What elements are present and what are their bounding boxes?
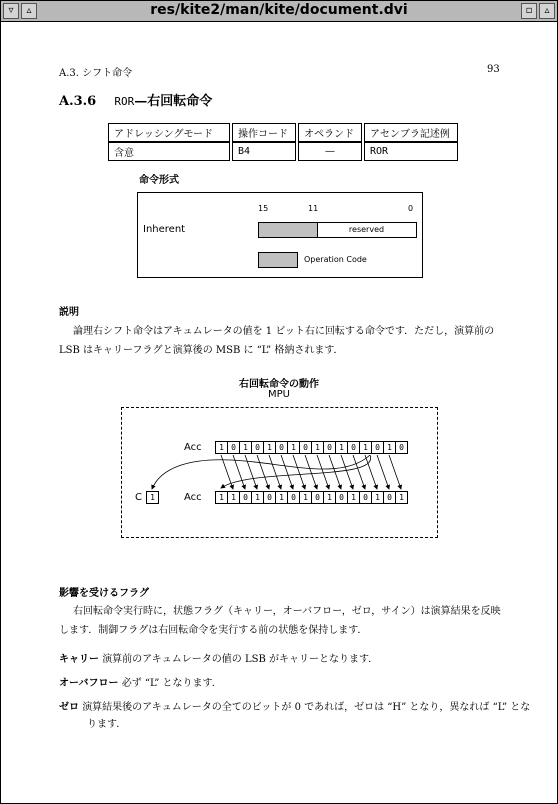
lsb-to-msb-arrow (221, 455, 371, 488)
bit-cell: 1 (287, 442, 299, 453)
flag-text-carry: 演算前のアキュムレータの値の LSB がキャリーとなります． (102, 654, 379, 665)
shift-arrow (341, 455, 353, 489)
maximize-button[interactable]: ▵ (539, 3, 555, 19)
shift-arrow (365, 455, 377, 489)
shift-arrow (269, 455, 281, 489)
flags-heading: 影響を受けるフラグ (59, 588, 149, 599)
bit-cell: 0 (311, 492, 323, 503)
bit-cell: 1 (251, 492, 263, 503)
shift-arrow (317, 455, 329, 489)
bit-cell: 0 (347, 442, 359, 453)
flag-text-zero: 演算結果後のアキュムレータの全てのビットが 0 であれば，ゼロは “H” となり，異なれば “L” となります． (82, 702, 531, 730)
header-cell: アセンブラ記述例 (364, 123, 458, 142)
bit-cell: 0 (287, 492, 299, 503)
shift-arrow (377, 455, 389, 489)
flag-name-zero: ゼロ (59, 702, 79, 713)
section-number: A.3.6 (59, 94, 97, 109)
flag-text-overflow: 必ず “L” となります． (121, 678, 222, 689)
shift-arrow (257, 455, 269, 489)
bit-cell: 0 (275, 442, 287, 453)
bit-cell: 1 (335, 442, 347, 453)
bit-cell: 0 (251, 442, 263, 453)
flag-item-carry (59, 650, 378, 665)
bit-cell: 0 (371, 442, 383, 453)
header-cell: オペランド (298, 123, 362, 142)
header-cell: アドレッシングモード (108, 123, 230, 142)
bit-cell: 0 (299, 442, 311, 453)
cell-addressing-mode: 含意 (108, 142, 230, 161)
dvi-page (1, 22, 557, 802)
bit-cell: 0 (263, 492, 275, 503)
flags-intro: 右回転命令実行時に，状態フラグ（キャリー，オーバフロー，ゼロ，サイン）は演算結果を反映します．制御フラグは右回転命令を実行する前の状態を保持します． (59, 606, 501, 636)
bit-label-11: 11 (308, 204, 319, 213)
bit-cell: 1 (219, 443, 224, 452)
shift-arrow (245, 455, 257, 489)
description-text: 論理右シフト命令はアキュムレータの値を 1 ビット右に回転する命令です．ただし，演算前の LSB はキャリーフラグと演算後の MSB に “L” 格納されます． (59, 326, 495, 356)
bit-cell: 0 (395, 442, 407, 453)
shift-arrow (389, 455, 401, 489)
flag-item-overflow (59, 674, 222, 689)
header-cell: 操作コード (232, 123, 296, 142)
shade-button[interactable]: ▵ (21, 3, 37, 19)
bit-cell: 0 (323, 442, 335, 453)
reserved-field: reserved (317, 222, 417, 238)
bit-label-15: 15 (258, 204, 269, 213)
bit-cell: 1 (227, 492, 239, 503)
bit-cell: 1 (263, 442, 275, 453)
bit-cell: 0 (383, 492, 395, 503)
bit-cell: 1 (371, 492, 383, 503)
bit-cell: 0 (227, 442, 239, 453)
section-dash: — (134, 94, 148, 109)
bit-cell: 1 (299, 492, 311, 503)
diagram-title: 右回転命令の動作 (239, 379, 319, 390)
shift-arrow (293, 455, 305, 489)
bit-cell: 1 (395, 492, 407, 503)
lsb-to-carry-arrow (152, 455, 370, 489)
flag-name-carry: キャリー (59, 654, 99, 665)
format-heading: 命令形式 (139, 175, 179, 186)
flag-item-zero (59, 699, 531, 733)
bit-cell: 1 (311, 442, 323, 453)
bit-cell: 1 (359, 442, 371, 453)
bit-cell: 1 (323, 492, 335, 503)
bit-cell: 1 (275, 492, 287, 503)
section-name: 右回転命令 (147, 94, 213, 109)
carry-value: 1 (150, 493, 155, 502)
bit-cell: 1 (239, 442, 251, 453)
cell-opcode: B4 (232, 142, 296, 161)
window-menu-button[interactable]: ▿ (3, 3, 19, 19)
description-heading: 説明 (59, 307, 79, 318)
acc-after-label: Acc (184, 492, 202, 503)
carry-label: C (135, 492, 142, 503)
page-number: 93 (487, 64, 500, 75)
diagram-subtitle: MPU (268, 389, 290, 400)
acc-before-label: Acc (184, 442, 202, 453)
bit-cell: 1 (347, 492, 359, 503)
bit-label-0: 0 (408, 204, 414, 213)
flag-name-overflow: オーバフロー (59, 678, 119, 689)
bit-cell: 1 (219, 493, 224, 502)
cell-assembler-example: ROR (364, 142, 458, 161)
mode-label: Inherent (143, 224, 186, 235)
cell-operand: — (298, 142, 362, 161)
window-title: res/kite2/man/kite/document.dvi (150, 2, 408, 18)
bit-cell: 1 (383, 442, 395, 453)
bit-cell: 0 (239, 492, 251, 503)
running-header-section: A.3. シフト命令 (59, 68, 133, 79)
title-bar[interactable] (1, 1, 557, 22)
shift-arrow (305, 455, 317, 489)
section-mnemonic: ROR (114, 95, 135, 108)
bit-cell: 0 (359, 492, 371, 503)
legend-label: Operation Code (304, 255, 367, 264)
shift-arrow (281, 455, 293, 489)
bit-cell: 0 (335, 492, 347, 503)
minimize-button[interactable]: ▫ (521, 3, 537, 19)
